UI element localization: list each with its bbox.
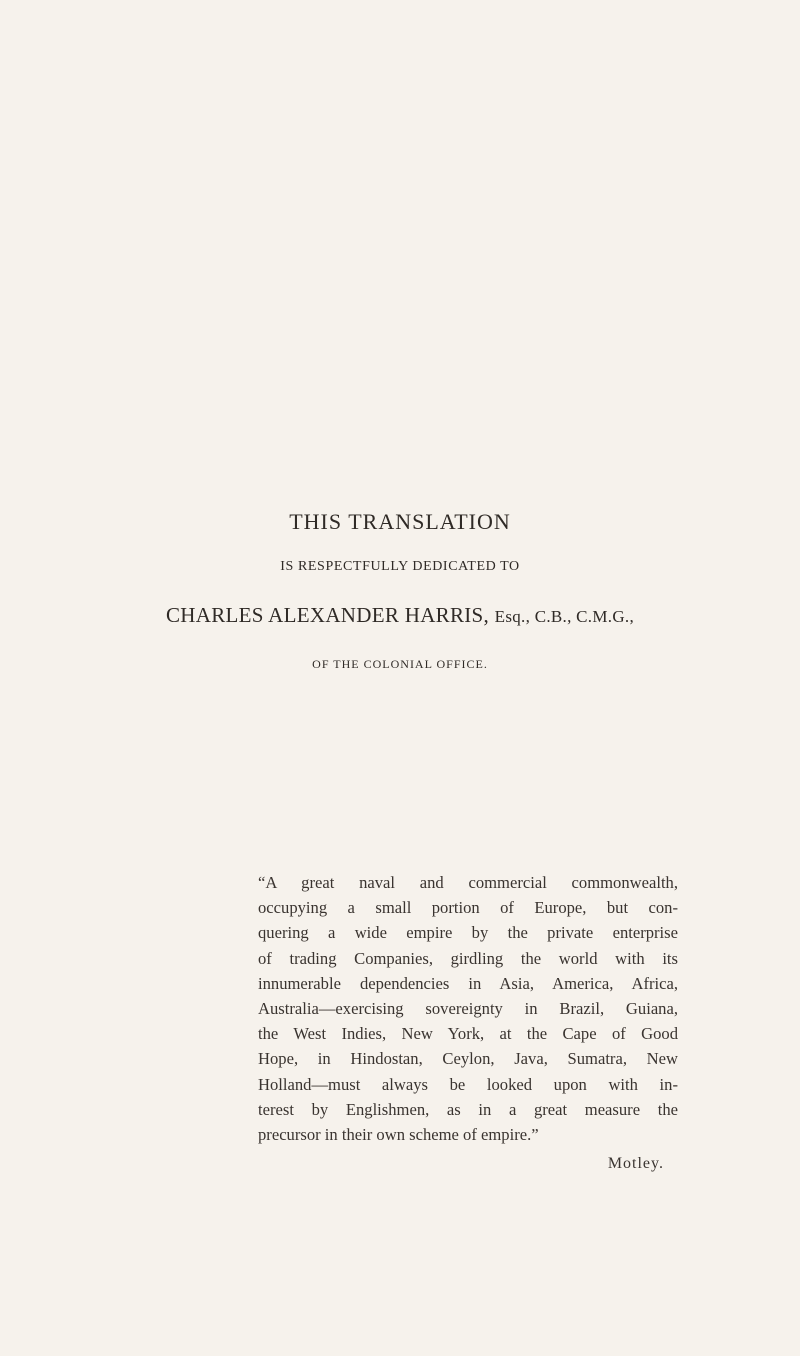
quote-line: precursor in their own scheme of empire.” bbox=[258, 1125, 539, 1145]
quote-line: the West Indies, New York, at the Cape of Good bbox=[258, 1024, 678, 1044]
dedicatee-office: OF THE COLONIAL OFFICE. bbox=[312, 657, 488, 671]
quote-line: occupying a small portion of Europe, but con- bbox=[258, 898, 678, 918]
quote-line: innumerable dependencies in Asia, America, Africa, bbox=[258, 973, 678, 993]
quote-line: of trading Companies, girdling the world with its bbox=[258, 948, 678, 968]
quote-line: Australia—exercising sovereignty in Brazil, Guiana, bbox=[258, 999, 678, 1019]
quote-line: “A great naval and commercial commonwealth, bbox=[258, 873, 678, 892]
dedicatee-name bbox=[0, 602, 800, 630]
quote-line: Hope, in Hindostan, Ceylon, Java, Sumatra, New bbox=[258, 1049, 678, 1069]
dedication-title: THIS TRANSLATION bbox=[289, 509, 511, 534]
quote-line: terest by Englishmen, as in a great measure the bbox=[258, 1099, 678, 1119]
dedication-line: IS RESPECTFULLY DEDICATED TO bbox=[280, 559, 520, 574]
epigraph-quote bbox=[258, 870, 678, 1147]
dedicatee-name-main: CHARLES ALEXANDER HARRIS, bbox=[165, 603, 495, 627]
epigraph-attribution: Motley. bbox=[607, 1155, 664, 1173]
epigraph bbox=[258, 870, 678, 1173]
quote-line: quering a wide empire by the private enterprise bbox=[258, 923, 678, 943]
quote-line: Holland—must always be looked upon with in- bbox=[258, 1074, 678, 1094]
dedicatee-honours: Esq., C.B., C.M.G., bbox=[494, 607, 634, 626]
dedication bbox=[0, 508, 800, 672]
